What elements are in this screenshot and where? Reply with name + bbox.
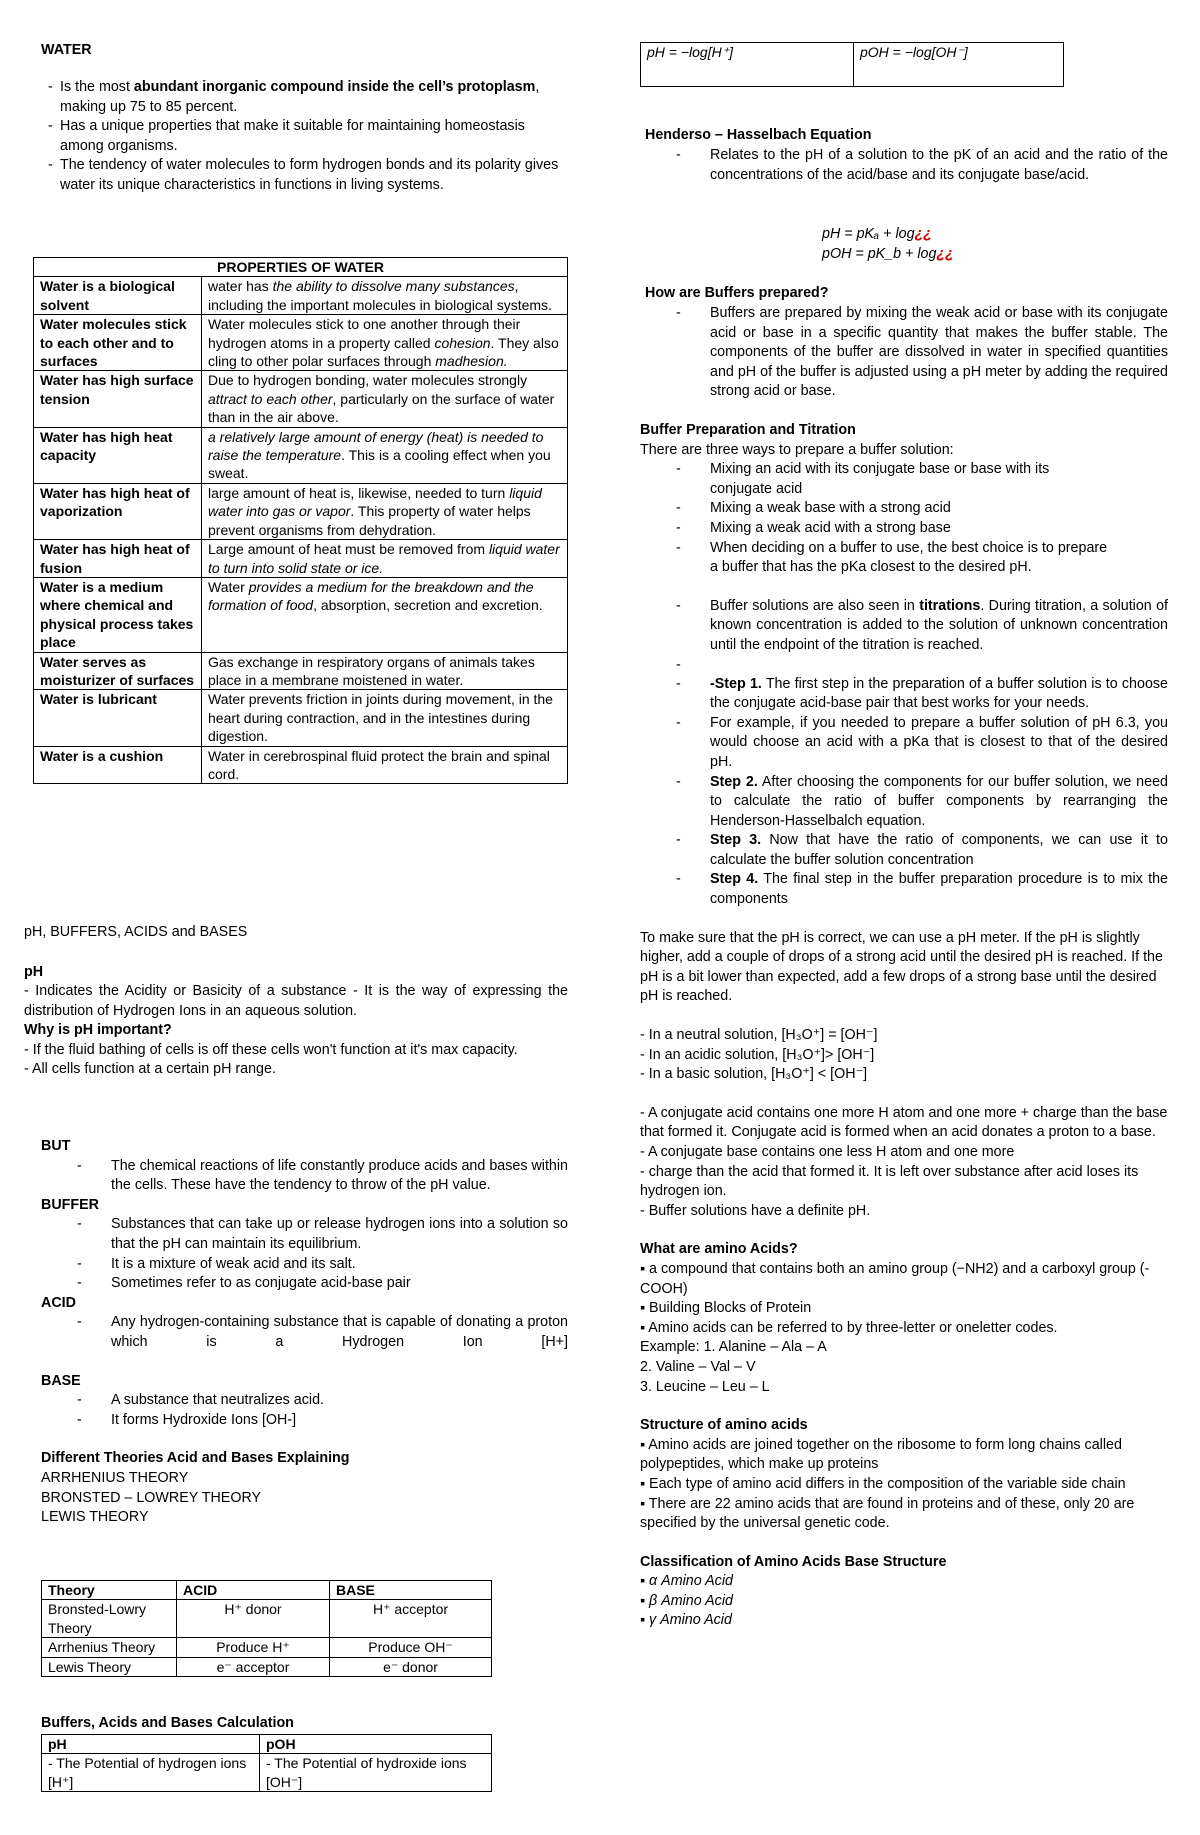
- water-title: WATER: [41, 42, 92, 58]
- table-row: Water is a cushion Water in cerebrospinal fluid protect the brain and spinal cord.: [34, 746, 568, 784]
- table-row: Lewis Theory e⁻ acceptor e⁻ donor: [42, 1657, 492, 1676]
- amino-question: What are amino Acids?: [640, 1241, 798, 1258]
- step-1: - -Step 1. The first step in the preparation of a buffer solution is to choose the conjugate acid-base pair that best works for your needs.: [640, 675, 1168, 714]
- table-row: Water has high heat of vaporization large amount of heat is, likewise, needed to turn liquid water into gas or vapor. This property of water helps prevent organisms from dehydration.: [34, 483, 568, 539]
- buffer-title: BUFFER: [41, 1196, 99, 1213]
- ph-text: - Indicates the Acidity or Basicity of a substance - It is the way of expressing the distribution of Hydrogen Ions in an aqueous solution. Why is pH important? - If the fluid bathing of cells is off these cells won't function at it's max capacity. - All cells function at a certain pH range.: [24, 983, 568, 1078]
- table-row: Water molecules stick to each other and to surfaces Water molecules stick to one another through their hydrogen atoms in a property called cohesion. They also cling to other polar surfaces through madhesion.: [34, 315, 568, 371]
- water-point-2: - Has a unique properties that make it suitable for maintaining homeostasis among organisms.: [24, 117, 568, 156]
- properties-header: PROPERTIES OF WATER: [34, 258, 568, 277]
- table-row: Water is a medium where chemical and physical process takes place Water provides a medium for the breakdown and the formation of food, absorption, secretion and excretion.: [34, 577, 568, 652]
- table-row: Water has high heat capacity a relatively large amount of energy (heat) is needed to raise the temperature. This is a cooling effect when you sweat.: [34, 427, 568, 483]
- theory-table: Theory ACID BASE Bronsted-Lowry Theory H⁺ donor H⁺ acceptor Arrhenius Theory Produce H⁺ Produce OH⁻ Lewis Theory e⁻ acceptor e⁻ donor: [41, 1580, 492, 1677]
- table-row: Arrhenius Theory Produce H⁺ Produce OH⁻: [42, 1638, 492, 1657]
- hh-title: Henderso – Hasselbach Equation: [645, 127, 872, 143]
- ph-section-title: pH, BUFFERS, ACIDS and BASES: [24, 924, 248, 940]
- step-4: - Step 4. The final step in the buffer preparation procedure is to mix the components: [640, 870, 1168, 909]
- table-row: - The Potential of hydrogen ions [H⁺] - The Potential of hydroxide ions [OH⁻]: [42, 1754, 492, 1792]
- step-3: - Step 3. Now that have the ratio of components, we can use it to calculate the buffer solution concentration: [640, 831, 1168, 870]
- classification-title: Classification of Amino Acids Base Structure: [640, 1553, 947, 1570]
- water-point-1: - Is the most abundant inorganic compound inside the cell’s protoplasm, making up 75 to 85 percent.: [24, 78, 568, 117]
- step-2: - Step 2. After choosing the components for our buffer solution, we need to calculate the ratio of buffer components by rearranging the Henderson-Hasselbalch equation.: [640, 773, 1168, 832]
- prep-question: How are Buffers prepared?: [645, 285, 829, 301]
- water-points: [24, 78, 568, 196]
- structure-title: Structure of amino acids: [640, 1417, 808, 1434]
- acid-title: ACID: [41, 1294, 76, 1311]
- table-row: Water has high surface tension Due to hydrogen bonding, water molecules strongly attract to each other, particularly on the surface of water than in the air above.: [34, 371, 568, 427]
- properties-table: [33, 257, 568, 784]
- buffer-prep-section: Buffer Preparation and Titration There are three ways to prepare a buffer solution: - Mixing an acid with its conjugate base or base with its conjugate acid - Mixing a weak base with a strong acid - Mixing a weak acid with a strong base - When deciding on a buffer to use, the best choice is to prepare a buffer that has the pKa closest to the desired pH. - Buffer solutions are also seen in titrations. During titration, a solution of known concentration is added to the solution of unknown concentration until the endpoint of the titration is reached. - - -Step 1. The first step in the preparation of a buffer solution is to choose the conjugate acid-base pair that best works for your needs. - For example, if you needed to prepare a buffer solution of pH 6.3, you would choose an acid with a pKa that is closest to that of the desired pH. - Step 2. After choosing the components for our buffer solution, we need to calculate the ratio of buffer components by rearranging the Henderson-Hasselbalch equation. - Step 3. Now that have the ratio of components, we can use it to calculate the buffer solution concentration - Step 4. The final step in the buffer preparation procedure is to mix the components To make sure that the pH is correct, we can use a pH meter. If the pH is slightly higher, add a couple of drops of a strong acid until the desired pH is reached. If the pH is a bit lower than expected, add a few drops of a strong base until the desired pH is reached. - In a neutral solution, [H₃O⁺] = [OH⁻] - In an acidic solution, [H₃O⁺]> [OH⁻] - In a basic solution, [H₃O⁺] < [OH⁻] - A conjugate acid contains one more H atom and one more + charge than the base that formed it. Conjugate acid is formed when an acid donates a proton to a base. - A conjugate base contains one less H atom and one more - charge than the acid that formed it. It is left over substance after acid loses its hydrogen ion. - Buffer solutions have a definite pH. What are amino Acids? ▪ a compound that contains both an amino group (−NH2) and a carboxyl group (-COOH) ▪ Building Blocks of Protein ▪ Amino acids can be referred to by three-letter or oneletter codes. Example: 1. Alanine – Ala – A 2. Valine – Val – V 3. Leucine – Leu – L Structure of amino acids ▪ Amino acids are joined together on the ribosome to form long chains called polypeptides, which make up proteins ▪ Each type of amino acid differs in the composition of the variable side chain ▪ There are 22 amino acids that are found in proteins and of these, only 20 are specified by the universal genetic code. Classification of Amino Acids Base Structure ▪ α Amino Acid ▪ β Amino Acid ▪ γ Amino Acid: [640, 421, 1168, 1631]
- water-point-3: - The tendency of water molecules to form hydrogen bonds and its polarity gives water its unique characteristics in functions in living systems.: [24, 156, 568, 195]
- base-title: BASE: [41, 1372, 81, 1389]
- hh-equations: pH = pKₐ + log¿¿ pOH = pK_b + log¿¿: [822, 226, 954, 262]
- ph-title: pH: [24, 964, 44, 980]
- calc-table: pH pOH - The Potential of hydrogen ions [H⁺] - The Potential of hydroxide ions [OH⁻]: [41, 1734, 492, 1792]
- table-row: Water serves as moisturizer of surfaces Gas exchange in respiratory organs of animals takes place in a membrane moistened in water.: [34, 652, 568, 690]
- table-row: Water is a biological solvent water has the ability to dissolve many substances, including the important molecules in biological systems.: [34, 277, 568, 315]
- table-row: Water is lubricant Water prevents friction in joints during movement, in the heart during contraction, and in the intestines during digestion.: [34, 690, 568, 746]
- table-row: Water has high heat of fusion Large amount of heat must be removed from liquid water to turn into solid state or ice.: [34, 540, 568, 578]
- formula-table: pH = −log[H⁺] pOH = −log[OH⁻]: [640, 42, 1064, 87]
- theories-title: Different Theories Acid and Bases Explaining: [41, 1450, 350, 1467]
- calc-title: Buffers, Acids and Bases Calculation: [41, 1715, 294, 1731]
- table-row: Bronsted-Lowry Theory H⁺ donor H⁺ acceptor: [42, 1600, 492, 1638]
- but-title: BUT: [41, 1138, 71, 1154]
- acid-base-section: BUT - The chemical reactions of life constantly produce acids and bases within the cells. These have the tendency to throw of the pH value. BUFFER - Substances that can take up or release hydrogen ions into a solution so that the pH can maintain its equilibrium. - It is a mixture of weak acid and its salt. - Sometimes refer to as conjugate acid-base pair ACID - Any hydrogen-containing substance that is capable of donating a proton which is a Hydrogen Ion [H+] BASE - A substance that neutralizes acid. - It forms Hydroxide Ions [OH-] Different Theories Acid and Bases Explaining ARRHENIUS THEORY BRONSTED – LOWREY THEORY LEWIS THEORY: [41, 1137, 568, 1528]
